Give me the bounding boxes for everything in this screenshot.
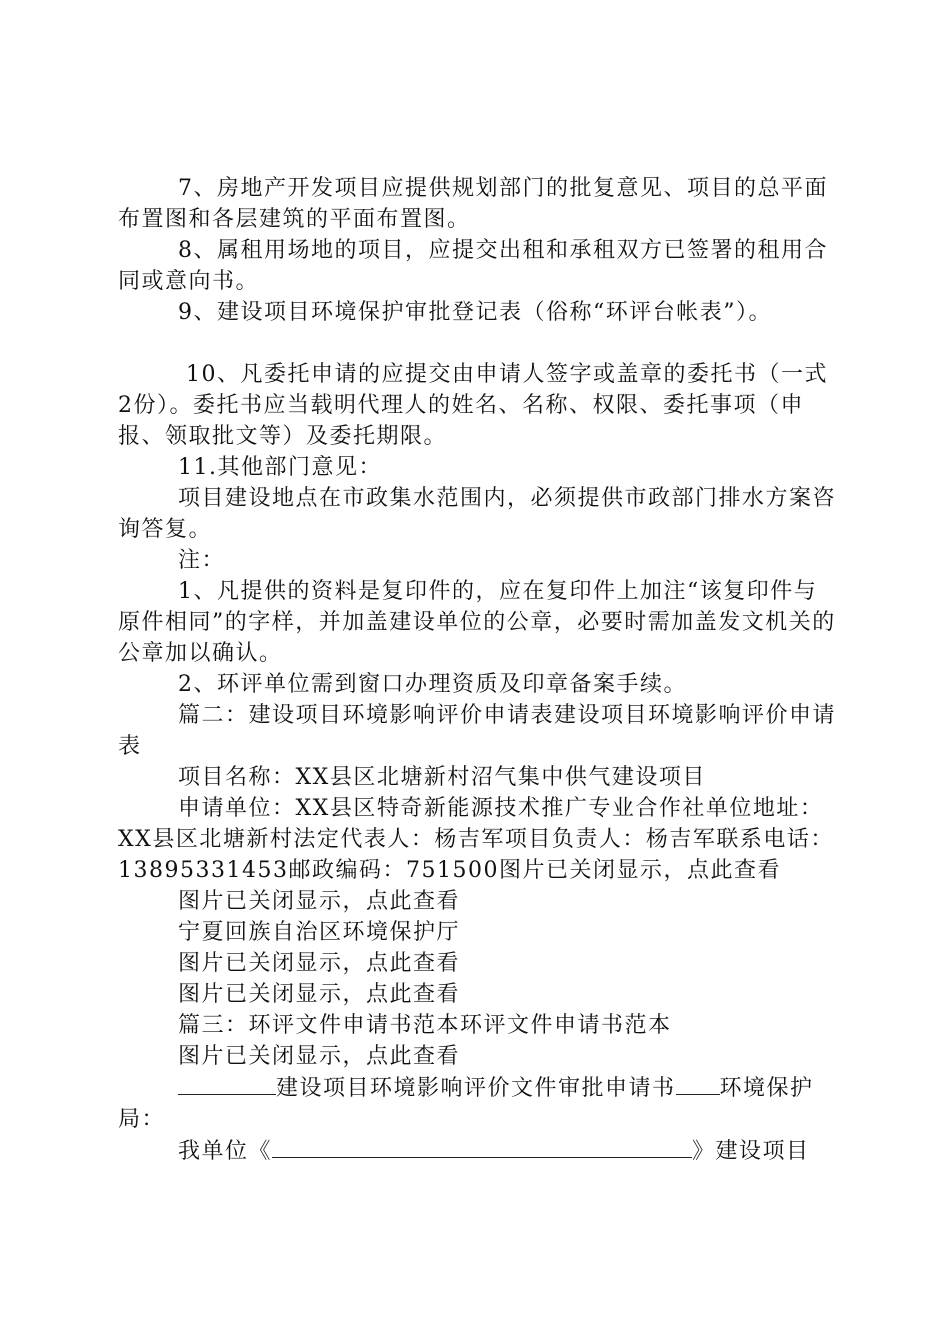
section-heading-part-3: 篇三：环评文件申请书范本环评文件申请书范本 [178, 1013, 672, 1038]
opening-text-end: 》建设项目 [692, 1139, 810, 1164]
blank-underline-project-title [272, 1135, 692, 1158]
image-placeholder-link-4[interactable]: 图片已关闭显示，点此查看 [178, 1044, 461, 1069]
image-placeholder-link-1[interactable]: 图片已关闭显示，点此查看 [178, 889, 461, 914]
paragraph-item-9: 9、建设项目环境保护审批登记表（俗称“环评台帐表”）。 [178, 300, 772, 325]
note-heading: 注： [178, 548, 226, 573]
paragraph-item-10: 10、凡委托申请的应提交由申请人签字或盖章的委托书（一式2份）。委托书应当载明代理人的姓名、名称、权限、委托事项（申报、领取批文等）及委托期限。 [118, 362, 828, 449]
paragraph-item-8: 8、属租用场地的项目，应提交出租和承租双方已签署的租用合同或意向书。 [118, 238, 828, 294]
opening-text-start: 我单位《 [178, 1139, 273, 1164]
paragraph-item-11-heading: 11.其他部门意见： [178, 455, 382, 480]
applicant-info-paragraph: 申请单位：XX县区特奇新能源技术推广专业合作社单位地址：XX县区北塘新村法定代表人：杨吉军项目负责人：杨吉军联系电话：13895331453邮政编码：751500图片已关闭显示，点此查看 [118, 796, 834, 883]
paragraph-item-7: 7、房地产开发项目应提供规划部门的批复意见、项目的总平面布置图和各层建筑的平面布置图。 [118, 176, 828, 232]
note-item-2: 2、环评单位需到窗口办理资质及印章备案手续。 [178, 672, 687, 697]
project-name-line: 项目名称：XX县区北塘新村沼气集中供气建设项目 [178, 765, 706, 790]
note-item-1: 1、凡提供的资料是复印件的，应在复印件上加注“该复印件与原件相同”的字样，并加盖建设单位的公章，必要时需加盖发文机关的公章加以确认。 [118, 579, 836, 666]
blank-underline-project [178, 1072, 276, 1095]
application-title-line [118, 1072, 838, 1135]
application-opening-line [118, 1135, 838, 1167]
section-heading-part-2: 篇二：建设项目环境影响评价申请表建设项目环境影响评价申请表 [118, 703, 837, 759]
application-title-text: 建设项目环境影响评价文件审批申请书 [276, 1076, 676, 1101]
paragraph-municipal-drainage: 项目建设地点在市政集水范围内，必须提供市政部门排水方案咨询答复。 [118, 486, 837, 542]
application-addressee-text: 环境保护局： [118, 1076, 814, 1132]
image-placeholder-link-2[interactable]: 图片已关闭显示，点此查看 [178, 951, 461, 976]
blank-underline-bureau [676, 1072, 720, 1095]
image-placeholder-link-3[interactable]: 图片已关闭显示，点此查看 [178, 982, 461, 1007]
document-body [118, 173, 838, 1167]
authority-name-line: 宁夏回族自治区环境保护厅 [178, 920, 461, 945]
